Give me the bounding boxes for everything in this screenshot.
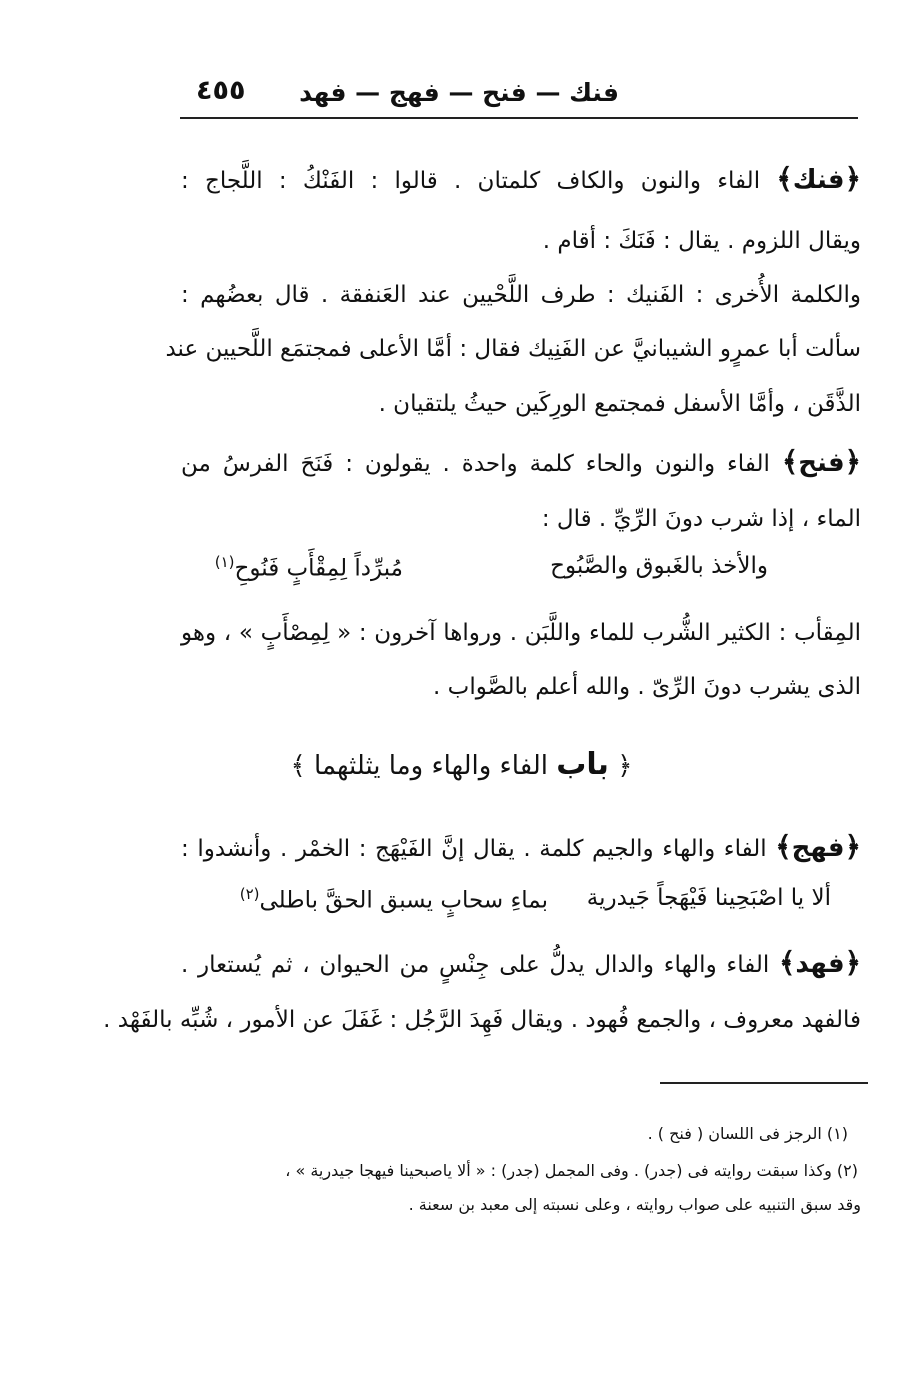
entry-fanah-line-3: المِقأب : الكثير الشُّرب للماء واللَّبَن . ورواها آخرون : « لِمِصْأَبٍ » ، وهو <box>181 620 861 646</box>
headword-fanak: فنك <box>792 165 845 195</box>
entry-text: الفاء والهاء والدال يدلُّ على جِنْسٍ من الحيوان ، ثم يُستعار . <box>181 952 770 978</box>
section-close-bracket: ﴾ <box>290 751 306 781</box>
verse-hemistich-left <box>240 885 548 914</box>
entry-text: الفاء والنون والكاف كلمتان . قالوا : الفَنْكُ : اللَّجاج : <box>181 168 761 194</box>
entry-fanak-line-5: الذَّقَن ، وأمَّا الأسفل فمجتمع الورِكَين حيثُ يلتقيان . <box>378 391 861 417</box>
entry-fanah-line-1 <box>181 443 861 483</box>
headword-open-bracket: ﴿ <box>844 162 861 195</box>
footnote-rule <box>660 1082 868 1084</box>
entry-fanak-line-4: سألت أبا عمرٍو الشيبانيَّ عن الفَنِيك فقال : أمَّا الأعلى فمجتمَع اللَّحيين عند <box>165 336 861 362</box>
headword-open-bracket: ﴿ <box>844 946 862 979</box>
entry-fanak-line-3: والكلمة الأُخرى : الفَنيك : طرف اللَّحْيين عند العَنفقة . قال بعضُهم : <box>181 282 861 308</box>
verse-hemistich-left <box>215 553 403 582</box>
verse-text: مُبرِّداً لِمِقْأَبٍ فَنُوحِ <box>234 555 403 582</box>
headword-fanah: فنح <box>798 448 845 478</box>
headword-close-bracket: ﴾ <box>776 162 793 195</box>
entry-fahd-line-1 <box>181 944 861 984</box>
verse-hemistich-right: ألا يا اصْبَحِينا فَيْهَجاً جَيدرية <box>586 885 831 911</box>
verse-hemistich-right: والأخذ بالغَبوق والصَّبُوح <box>550 553 768 579</box>
headword-fahaj: فهج <box>791 833 845 863</box>
entry-fahaj-line-1 <box>181 828 861 868</box>
headword-close-bracket: ﴾ <box>775 830 792 863</box>
header-rule <box>180 117 858 119</box>
entry-fanak-line-1 <box>181 160 861 200</box>
footnote-marker: (١) <box>214 553 235 571</box>
running-header-title: فنك — فنح — فهج — فهد <box>299 78 619 107</box>
footnote-2-line-2: وقد سبق التنبيه على صواب روايته ، وعلى نسبته إلى معبد بن سعنة . <box>408 1195 861 1214</box>
section-bab-word: باب <box>556 747 609 782</box>
entry-fanah-line-2: الماء ، إذا شرب دونَ الرِّيِّ . قال : <box>541 506 861 532</box>
headword-fahd: فهد <box>795 949 845 979</box>
footnote-2-line-1: (٢) وكذا سبقت روايته فى (جدر) . وفى المجمل (جدر) : « ألا ياصبحينا فيهجا جيدرية » ، <box>285 1161 858 1180</box>
entry-fanak-line-2: ويقال اللزوم . يقال : فَنَكَ : أقام . <box>542 228 861 254</box>
headword-open-bracket: ﴿ <box>844 445 862 478</box>
footnote-1: (١) الرجز فى اللسان ( فنح ) . <box>647 1124 848 1143</box>
section-open-bracket: ﴿ <box>617 751 633 781</box>
entry-fanah-line-4: الذى يشرب دونَ الرِّىّ . والله أعلم بالصَّواب . <box>433 674 861 700</box>
headword-close-bracket: ﴾ <box>781 445 799 478</box>
entry-text: الفاء والهاء والجيم كلمة . يقال إنَّ الفَيْهَج : الخمْر . وأنشدوا : <box>181 836 767 862</box>
entry-text: الفاء والنون والحاء كلمة واحدة . يقولون : فَنَحَ الفرسُ من <box>181 451 770 477</box>
footnote-marker: (٢) <box>239 885 260 903</box>
section-title-text: الفاء والهاء وما يثلثهما <box>314 751 548 781</box>
headword-close-bracket: ﴾ <box>778 946 796 979</box>
verse-text: بماءِ سحابٍ يسبق الحقَّ باطلى <box>259 887 548 914</box>
entry-fahd-line-2: فالفهد معروف ، والجمع فُهود . ويقال فَهِدَ الرَّجُل : غَفَلَ عن الأمور ، شُبِّه بالفَهْد . <box>103 1007 861 1033</box>
section-heading <box>0 747 923 782</box>
page-number: ٤٥٥ <box>196 75 246 106</box>
headword-open-bracket: ﴿ <box>844 830 861 863</box>
